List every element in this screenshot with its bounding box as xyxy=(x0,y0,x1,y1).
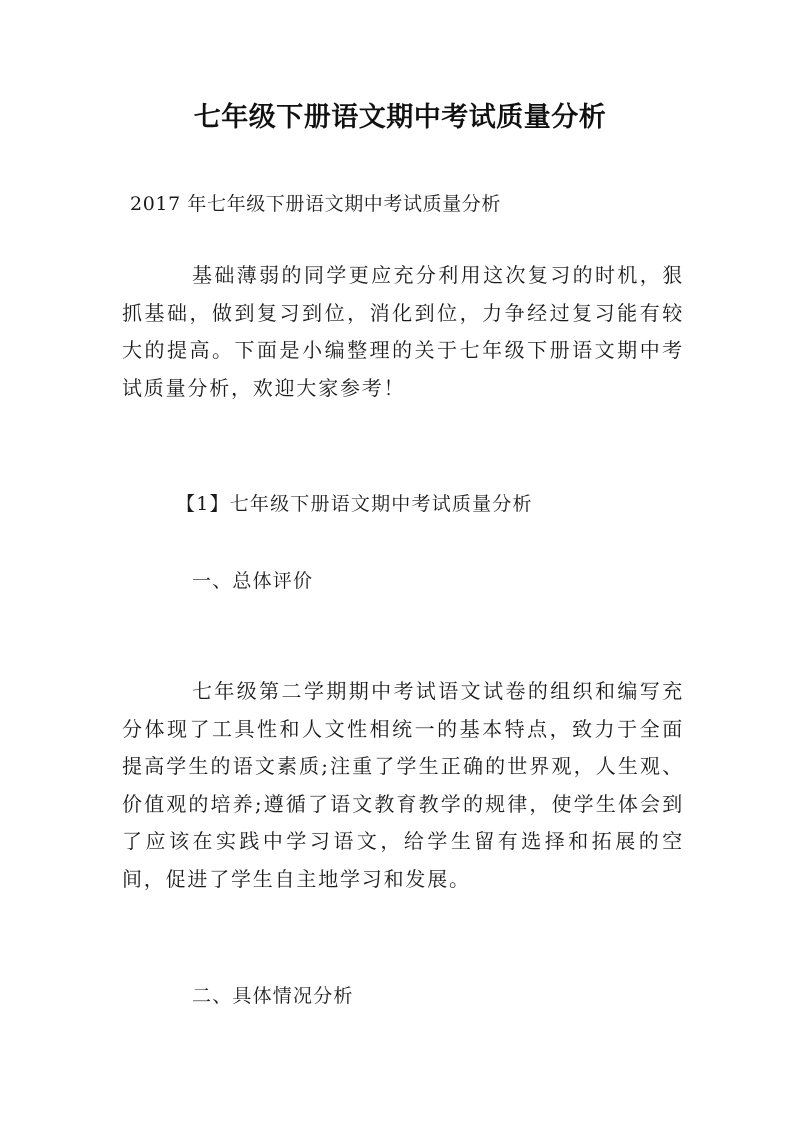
document-title: 七年级下册语文期中考试质量分析 xyxy=(193,102,607,133)
heading-overall-evaluation: 一、总体评价 xyxy=(192,570,314,592)
document-subtitle: 2017 年七年级下册语文期中考试质量分析 xyxy=(130,193,501,215)
evaluation-paragraph: 七年级第二学期期中考试语文试卷的组织和编写充分体现了工具性和人文性相统一的基本特点，致力于全面提高学生的语文素质;注重了学生正确的世界观，人生观、价值观的培养;遵循了语文教育教学的规律，使学生体会到了应该在实践中学习语文，给学生留有选择和拓展的空间，促进了学生自主地学习和发展。 xyxy=(122,679,684,891)
section-heading: 【1】七年级下册语文期中考试质量分析 xyxy=(176,493,533,515)
intro-paragraph: 基础薄弱的同学更应充分利用这次复习的时机，狠抓基础，做到复习到位，消化到位，力争经过复习能有较大的提高。下面是小编整理的关于七年级下册语文期中考试质量分析，欢迎大家参考！ xyxy=(122,263,684,400)
heading-detailed-analysis: 二、具体情况分析 xyxy=(192,985,354,1007)
